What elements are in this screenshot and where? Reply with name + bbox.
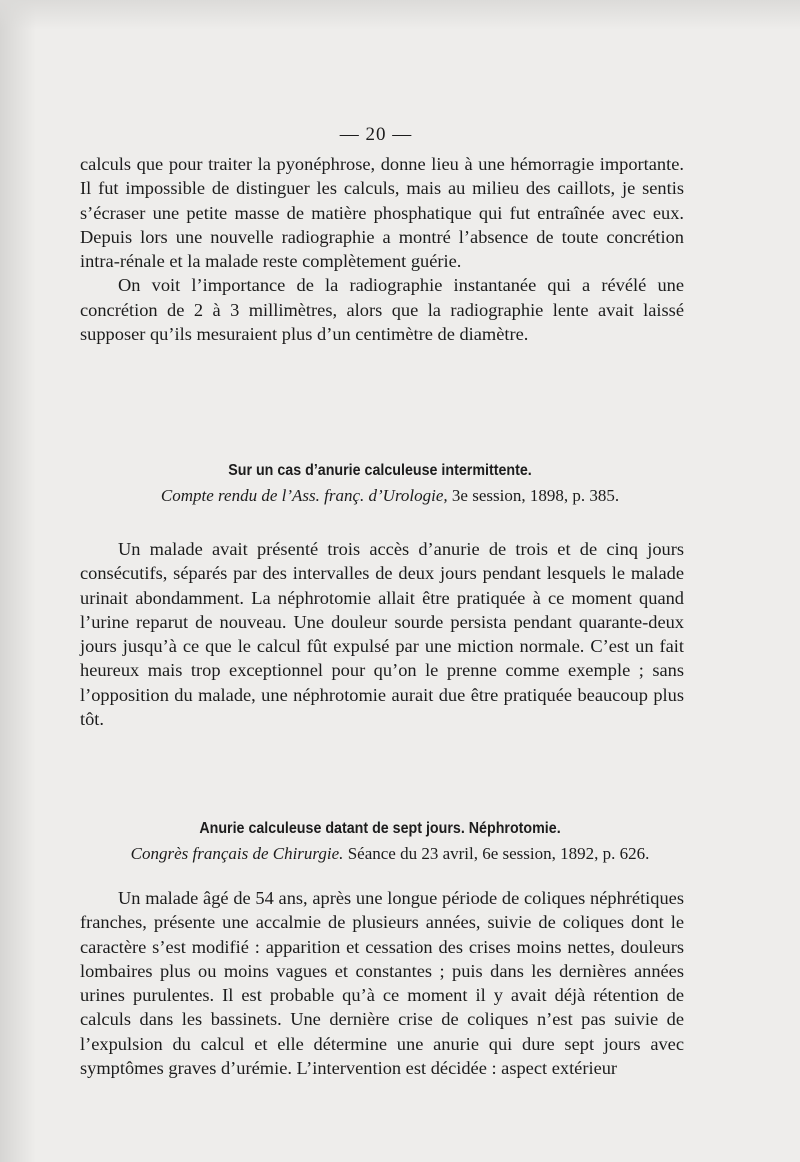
paragraph: Un malade âgé de 54 ans, après une longue période de coliques néphrétiques franches, présente une accalmie de plusieurs années, suivie de coliques dont le caractère s’est modifié : apparition et cessation des crises moins nettes, douleurs lombaires plus ou moins vagues et constantes ; puis dans les dernières années urines purulentes. Il est probable qu’à ce moment il y avait déjà rétention de calculs dans les bassinets. Une dernière crise de coliques n’est pas suivie de l’expulsion du calcul et elle détermine une anurie qui dure sept jours avec symptômes graves d’urémie. L’intervention est décidée : aspect extérieur bbox=[80, 888, 684, 1079]
section-reference bbox=[60, 486, 720, 506]
paragraph: Un malade avait présenté trois accès d’anurie de trois et de cinq jours consécutifs, séparés par des intervalles de deux jours pendant lesquels le malade urinait abondamment. La néphrotomie allait être pratiquée à ce moment quand l’urine reparut de nouveau. Une douleur sourde persista pendant quarante-deux jours jusqu’à ce que le calcul fût expulsé par une miction normale. C’est un fait heureux mais trop exceptionnel pour qu’on le prenne comme exemple ; sans l’opposition du malade, une néphrotomie aurait due être pratiquée beaucoup plus tôt. bbox=[80, 539, 684, 730]
page-number: — 20 — bbox=[339, 124, 413, 145]
reference-details: 3e session, 1898, p. 385. bbox=[447, 486, 620, 505]
section-heading: Anurie calculeuse datant de sept jours. Néphrotomie. bbox=[199, 820, 561, 837]
continued-text-block bbox=[80, 152, 684, 346]
page-edge-shadow bbox=[0, 0, 36, 1162]
section-body bbox=[80, 537, 684, 731]
paragraph: calculs que pour traiter la pyonéphrose, donne lieu à une hémorragie importante. Il fut impossible de distinguer les calculs, mais au milieu des caillots, je sentis s’écraser une petite masse de matière phosphatique qui fut entraînée avec eux. Depuis lors une nouvelle radiographie a montré l’absence de toute concrétion intra-rénale et la malade reste complètement guérie. bbox=[80, 154, 684, 272]
page-top-shadow bbox=[0, 0, 800, 30]
section-heading: Sur un cas d’anurie calculeuse intermittente. bbox=[228, 462, 532, 479]
reference-details: Séance du 23 avril, 6e session, 1892, p. 626. bbox=[343, 844, 650, 863]
paragraph: On voit l’importance de la radiographie instantanée qui a révélé une concrétion de 2 à 3 millimètres, alors que la radiographie lente avait laissé supposer qu’ils mesuraient plus d’un centimètre de diamètre. bbox=[80, 275, 684, 345]
reference-source: Congrès français de Chirurgie. bbox=[130, 844, 344, 863]
reference-source: Compte rendu de l’Ass. franç. d’Urologie, bbox=[160, 486, 448, 505]
section-reference bbox=[60, 844, 720, 864]
section-body bbox=[80, 886, 684, 1080]
